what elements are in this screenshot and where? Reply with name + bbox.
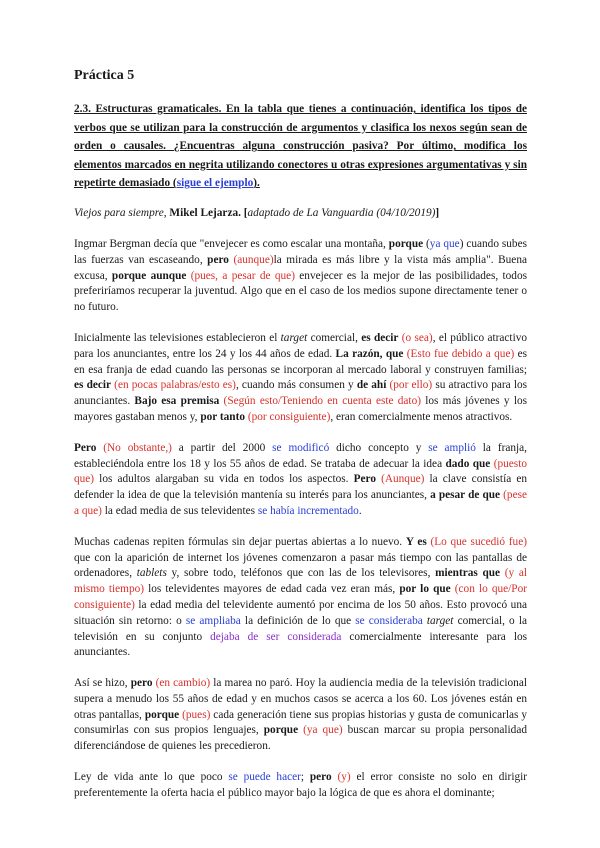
text-run: cada generación tiene sus propias historias y gusta de comunicarlas y consumirlas con sus propios lenguajes, xyxy=(74,708,527,737)
document-page xyxy=(74,68,527,817)
verb-highlight: se ampliaba xyxy=(185,614,241,627)
bold-connector: Bajo esa premisa xyxy=(134,395,220,408)
text-run: Muchas cadenas repiten fórmulas sin dejar puertas abiertas a lo nuevo. xyxy=(74,535,406,548)
connector-suggestion: (o sea) xyxy=(398,331,433,344)
connector-suggestion: (por ello) xyxy=(386,379,433,392)
text-run: comercial, o la televisión en su conjunto xyxy=(74,614,527,643)
text-run: , el público atractivo para los anunciantes, entre los 24 y los 44 años de edad. xyxy=(74,331,528,360)
text-run: el error consiste no solo en dirigir preferentemente la oferta hacia el público mayor bajo la lógica de que es ahora el dominante; xyxy=(74,771,528,799)
text-run: Inicialmente las televisiones establecieron el xyxy=(74,331,281,344)
italic-term: target xyxy=(426,614,454,627)
text-run: los televidentes mayores de edad cada vez eran más, xyxy=(144,583,400,596)
text-run: los adultos alargaban su vida en todos los aspectos. xyxy=(94,473,354,486)
bold-connector: pero xyxy=(130,677,153,690)
text-run: , cuando más consumen y xyxy=(235,379,357,392)
paragraph xyxy=(74,237,527,316)
task-instructions xyxy=(74,100,527,193)
text-run: Así se hizo, xyxy=(74,677,131,690)
bold-connector: Pero xyxy=(74,441,97,454)
task-close: ). xyxy=(253,177,260,190)
italic-term: target xyxy=(280,331,308,344)
paragraph xyxy=(74,331,527,426)
text-run: ( xyxy=(423,237,430,250)
connector-suggestion: (ya que) xyxy=(298,724,343,737)
text-run: comercial, xyxy=(307,331,362,344)
text-run: la marea no paró. Hoy la audiencia media de la televisión tradicional supera a menudo los 55 años de edad y en muchos casos se acerca a los 60. Los jóvenes están en otras pantallas, xyxy=(74,677,527,721)
text-run: su atractivo para los anunciantes. xyxy=(74,379,528,408)
bold-connector: pero xyxy=(309,771,332,784)
text-run: es en esa franja de edad cuando las personas se incorporan al mercado laboral y construyen familias; xyxy=(74,347,527,376)
connector-suggestion: (aunque) xyxy=(228,253,274,266)
bold-connector: porque xyxy=(144,708,180,721)
connector-suggestion: (pues, a pesar de que) xyxy=(186,269,295,282)
verb-highlight: dejaba de ser considerada xyxy=(210,630,342,643)
article-title: Viejos para siempre xyxy=(74,206,164,219)
bold-connector: Y es xyxy=(405,535,427,548)
page-title: Práctica 5 xyxy=(74,68,135,83)
verb-highlight: se puede hacer xyxy=(228,771,301,784)
connector-suggestion: (Según esto/Teniendo en cuenta este dato) xyxy=(219,395,421,408)
connector-suggestion: (puesto que) xyxy=(74,457,527,486)
connector-suggestion: (con lo que/Por consiguiente) xyxy=(74,583,527,611)
text-run: . xyxy=(358,504,362,517)
bold-connector: por tanto xyxy=(200,410,245,423)
paragraph xyxy=(74,441,527,520)
paragraph xyxy=(74,770,527,802)
text-run: Ingmar Bergman decía que "envejecer es como escalar una montaña, xyxy=(74,237,389,250)
bold-connector: La razón, que xyxy=(335,347,404,360)
verb-highlight: se amplió xyxy=(428,441,476,454)
bold-connector: a pesar de que xyxy=(430,489,501,502)
adapted-note: adaptado de La Vanguardia (04/10/2019) xyxy=(247,206,436,219)
paragraph xyxy=(74,676,527,755)
bold-connector: Pero xyxy=(353,473,376,486)
text-run: , eran comercialmente menos atractivos. xyxy=(330,410,513,423)
connector-suggestion: (en cambio) xyxy=(152,677,211,690)
connector-suggestion: (pese a que) xyxy=(74,489,527,517)
italic-term: tablets xyxy=(136,567,167,580)
text-run: la mirada es más libre y la vista más amplia". Buena excusa, xyxy=(74,253,527,282)
connector-suggestion: (y al mismo tiempo) xyxy=(74,567,527,596)
verb-highlight: ya que xyxy=(429,237,460,250)
text-run: dicho concepto y xyxy=(329,441,429,454)
bold-connector: porque xyxy=(263,724,299,737)
bold-connector: pero xyxy=(207,253,229,266)
text-run: ; xyxy=(300,771,310,784)
text-run: y, sobre todo, teléfonos que con las de los televisores, xyxy=(166,567,436,580)
text-run: buscan marcar su propia personalidad diferenciándose de quienes les precedieron. xyxy=(74,724,527,753)
text-run: que con la aparición de internet los jóvenes comenzaron a pasar más tiempo con las pantallas de ordenadores, xyxy=(74,551,527,580)
connector-suggestion: (y) xyxy=(331,771,351,784)
bold-connector: mientras que xyxy=(435,567,501,580)
connector-suggestion: (por consiguiente) xyxy=(245,410,331,423)
connector-suggestion: (No obstante,) xyxy=(96,441,172,454)
connector-suggestion: (Lo que sucedió fue) xyxy=(426,535,527,548)
text-run: a partir del 2000 xyxy=(171,441,273,454)
bold-connector: de ahí xyxy=(356,379,387,392)
connector-suggestion: (pues) xyxy=(179,708,211,721)
open-bracket: [ xyxy=(243,206,248,219)
text-run: la definición de lo que xyxy=(240,614,356,627)
bold-connector: dado que xyxy=(445,457,491,470)
connector-suggestion: (Aunque) xyxy=(375,473,425,486)
text-run: la franja, estableciéndola entre los 18 y los 55 años de edad. Se trataba de adecuar la idea xyxy=(74,441,527,470)
text-run: comercialmente interesante para los anunciantes. xyxy=(74,630,527,659)
bold-connector: es decir xyxy=(74,379,112,392)
example-link[interactable]: sigue el ejemplo xyxy=(176,177,254,190)
article-body xyxy=(74,237,527,802)
paragraph xyxy=(74,535,527,661)
bold-connector: porque aunque xyxy=(111,269,187,282)
connector-suggestion: (en pocas palabras/esto es) xyxy=(111,379,236,392)
verb-highlight: se modificó xyxy=(272,441,330,454)
bold-connector: es decir xyxy=(361,331,399,344)
text-run: los más jóvenes y los mayores gastaban menos y, xyxy=(74,395,527,423)
article-source: Viejos para siempre, Mikel Lejarza. [adaptado de La Vanguardia (04/10/2019)] xyxy=(74,206,440,219)
close-bracket: ] xyxy=(435,206,440,219)
text-run: envejecer es la mejor de las posibilidades, todos preferiríamos recuperar la juventud. Algo que en el caso de los medios supone directamente tener o no futuro. xyxy=(74,269,527,314)
bold-connector: por lo que xyxy=(399,583,451,596)
verb-highlight: se había incrementado xyxy=(257,504,359,517)
verb-highlight: se consideraba xyxy=(355,614,423,627)
text-run: la edad media de sus televidentes xyxy=(101,504,258,517)
text-run: ) cuando subes las fuerzas van escaseando, xyxy=(74,237,527,266)
bold-connector: porque xyxy=(388,237,424,250)
article-author: Mikel Lejarza. xyxy=(169,206,241,219)
connector-suggestion: (Esto fue debido a que) xyxy=(403,347,515,360)
text-run: la edad media del televidente aumentó por encima de los 50 años. Esto provocó una situación sin retorno: o xyxy=(74,598,527,627)
text-run: la clave consistía en defender la idea de que la televisión mantenía su interés para los anunciantes, xyxy=(74,473,527,502)
task-text: 2.3. Estructuras gramaticales. En la tabla que tienes a continuación, identifica los tipos de verbos que se utilizan para la construcción de argumentos y clasifica los nexos según sean de orden o causales. ¿Encuentras alguna construcción pasiva? Por último, modifica los elementos marcados en negrita utilizando conectores u otras expresiones argumentativas y sin repetirte demasiado ( xyxy=(74,103,527,190)
text-run: Ley de vida ante lo que poco xyxy=(74,771,229,784)
